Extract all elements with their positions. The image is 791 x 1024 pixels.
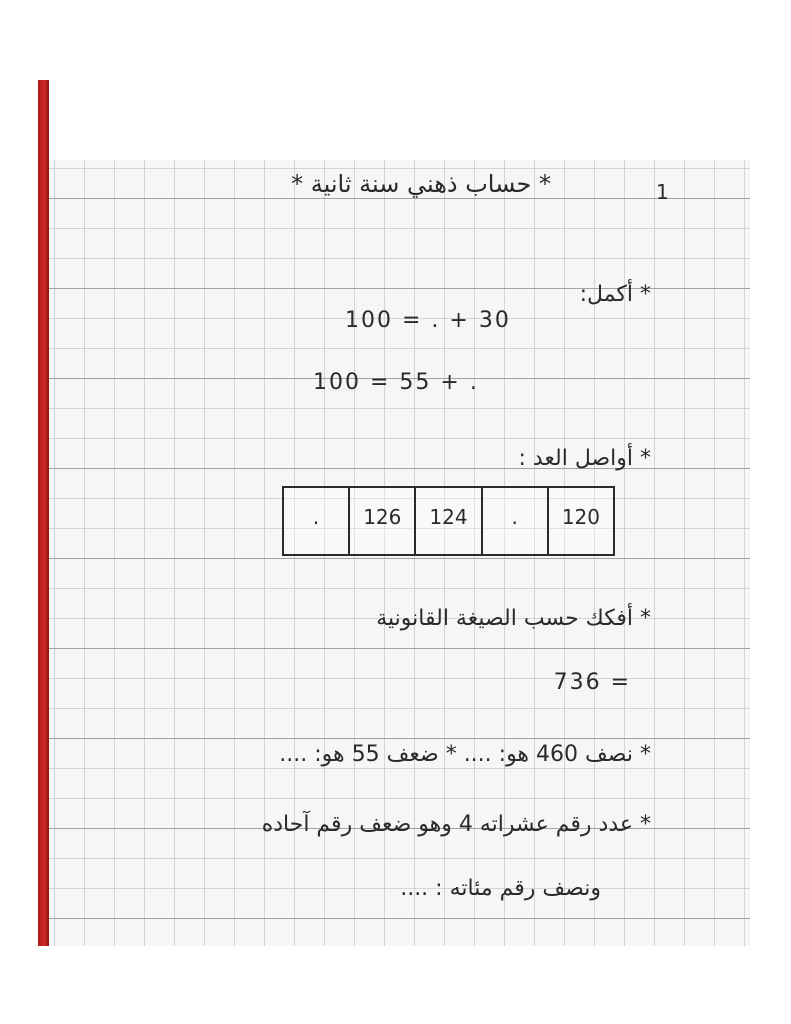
sequence-cell: 126 [350, 488, 416, 554]
equation-2: 100 = 55 + . [313, 370, 479, 395]
sequence-cell: 120 [561, 505, 600, 529]
exercise-count-label: * أواصل العد : [518, 446, 651, 471]
worksheet-title: * حساب ذهني سنة ثانية * [291, 170, 551, 198]
rule-line [49, 648, 750, 649]
riddle-line-1: * عدد رقم عشراته 4 وهو ضعف رقم آحاده [261, 812, 651, 837]
rule-line [49, 918, 750, 919]
notebook-margin-strip [38, 80, 49, 946]
exercise-decompose-label: * أفكك حسب الصيغة القانونية [376, 606, 651, 631]
sequence-cell: . [284, 488, 350, 554]
equation-1: 100 = . + 30 [345, 308, 511, 333]
rule-line [49, 198, 750, 199]
riddle-line-2: ونصف رقم مئاته : .... [400, 876, 601, 901]
counting-sequence-table [282, 486, 615, 556]
exercise-complete-label: * أكمل: [579, 282, 651, 307]
decompose-equation: 736 = [553, 670, 631, 695]
sequence-cell: 124 [416, 488, 482, 554]
exercise-number: 1 [656, 180, 669, 204]
half-double-line: * نصف 460 هو: .... * ضعف 55 هو: .... [279, 742, 651, 767]
sequence-cell: . [483, 488, 549, 554]
rule-line [49, 738, 750, 739]
rule-line [49, 558, 750, 559]
